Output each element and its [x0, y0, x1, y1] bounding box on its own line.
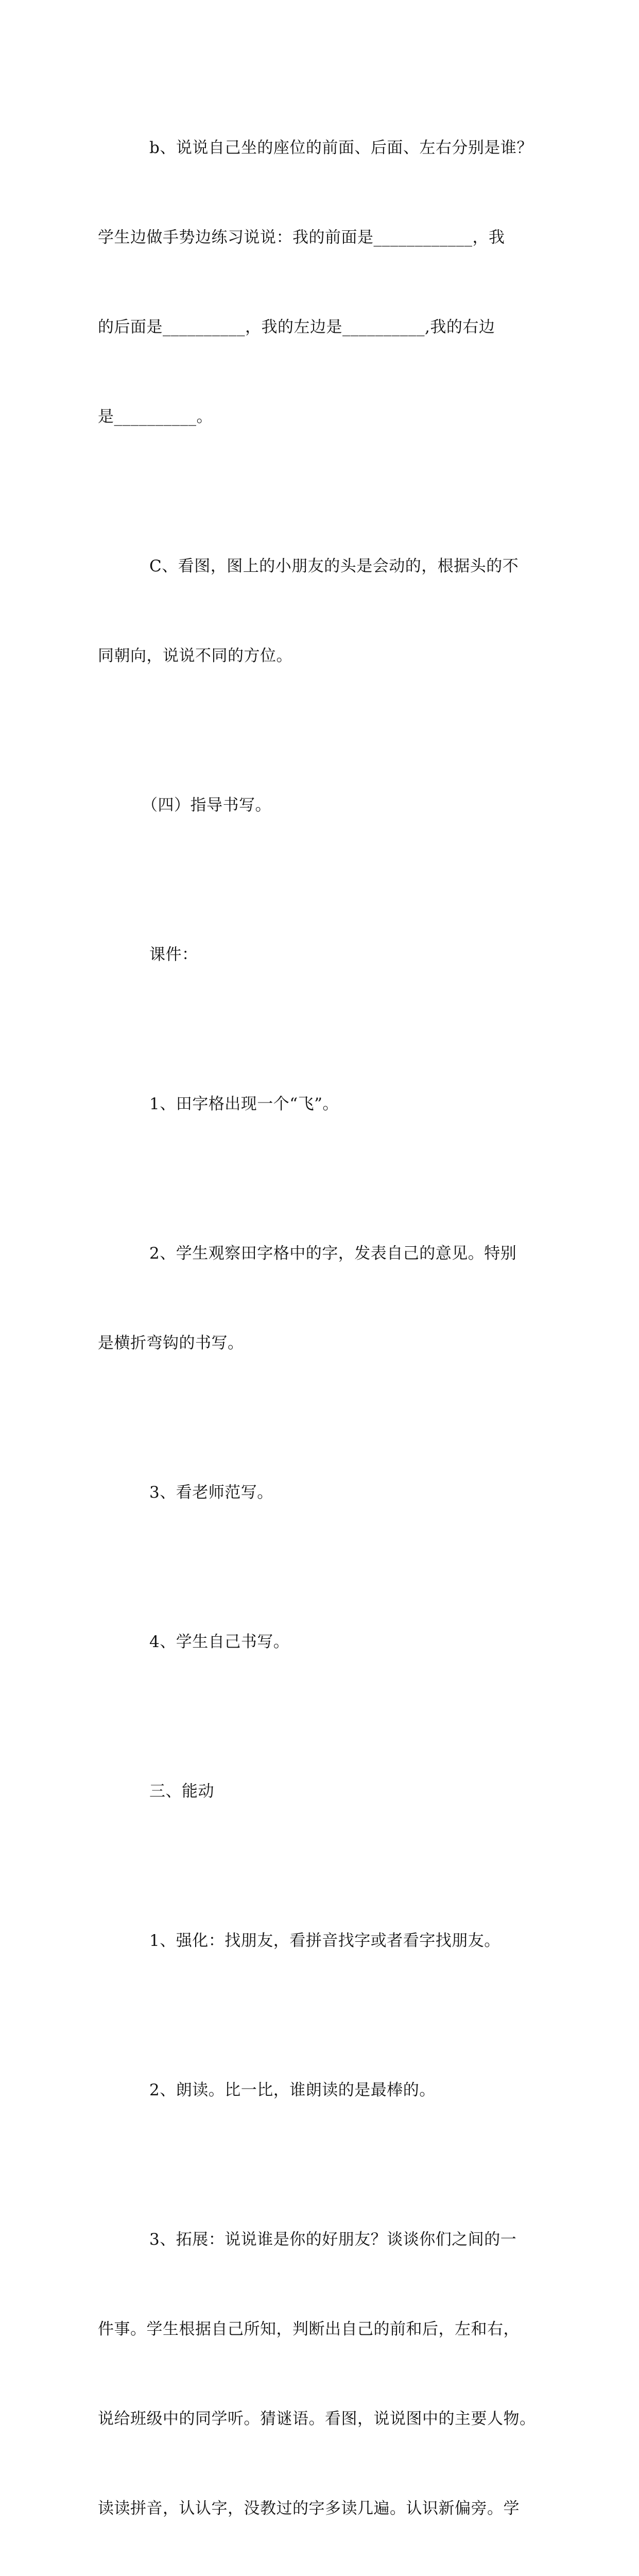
paragraph-seat-positions — [98, 73, 540, 492]
text-line: b、说说自己坐的座位的前面、后面、左右分别是谁？ — [149, 139, 533, 157]
text-line: 同朝向，说说不同的方位。 — [98, 647, 292, 665]
text-line: 4、学生自己书写。 — [149, 1633, 290, 1651]
text-line: 三、能动 — [149, 1782, 214, 1801]
text-line: 课件： — [149, 945, 198, 964]
list-item-4 — [98, 1567, 540, 1717]
list-item-read-aloud — [98, 2015, 540, 2165]
list-item-reinforce — [98, 1866, 540, 2015]
text-line: 说给班级中的同学听。猜谜语。看图，说说图中的主要人物。 — [98, 2410, 536, 2428]
text-line: 1、田字格出现一个“飞”。 — [149, 1095, 339, 1113]
text-line: 是横折弯钩的书写。 — [98, 1334, 244, 1352]
section-heading-active — [98, 1717, 540, 1866]
paragraph-extension — [98, 2165, 540, 2576]
text-line: 是__________。 — [98, 408, 213, 426]
paragraph-look-at-picture — [98, 492, 540, 731]
text-line: 3、拓展：说说谁是你的好朋友？谈谈你们之间的一 — [149, 2230, 517, 2249]
list-item-1 — [98, 1029, 540, 1179]
text-line: 学生边做手势边练习说说：我的前面是____________，我 — [98, 228, 505, 247]
list-item-2 — [98, 1179, 540, 1418]
text-line: 1、强化：找朋友，看拼音找字或者看字找朋友。 — [149, 1931, 500, 1950]
text-line: 读读拼音，认认字，没教过的字多读几遍。认识新偏旁。学 — [98, 2499, 520, 2518]
section-heading-writing-guidance — [98, 731, 540, 880]
document-body — [98, 73, 540, 2576]
text-line: C、看图，图上的小朋友的头是会动的，根据头的不 — [149, 557, 519, 575]
text-line: 件事。学生根据自己所知，判断出自己的前和后，左和右， — [98, 2320, 520, 2338]
text-line: 3、看老师范写。 — [149, 1483, 273, 1502]
text-line: 2、朗读。比一比，谁朗读的是最棒的。 — [149, 2081, 436, 2099]
text-line: （四）指导书写。 — [142, 796, 271, 815]
text-line: 2、学生观察田字格中的字，发表自己的意见。特别 — [149, 1244, 517, 1263]
paragraph-courseware — [98, 880, 540, 1029]
list-item-3 — [98, 1418, 540, 1567]
text-line: 的后面是__________，我的左边是__________,我的右边 — [98, 318, 495, 336]
